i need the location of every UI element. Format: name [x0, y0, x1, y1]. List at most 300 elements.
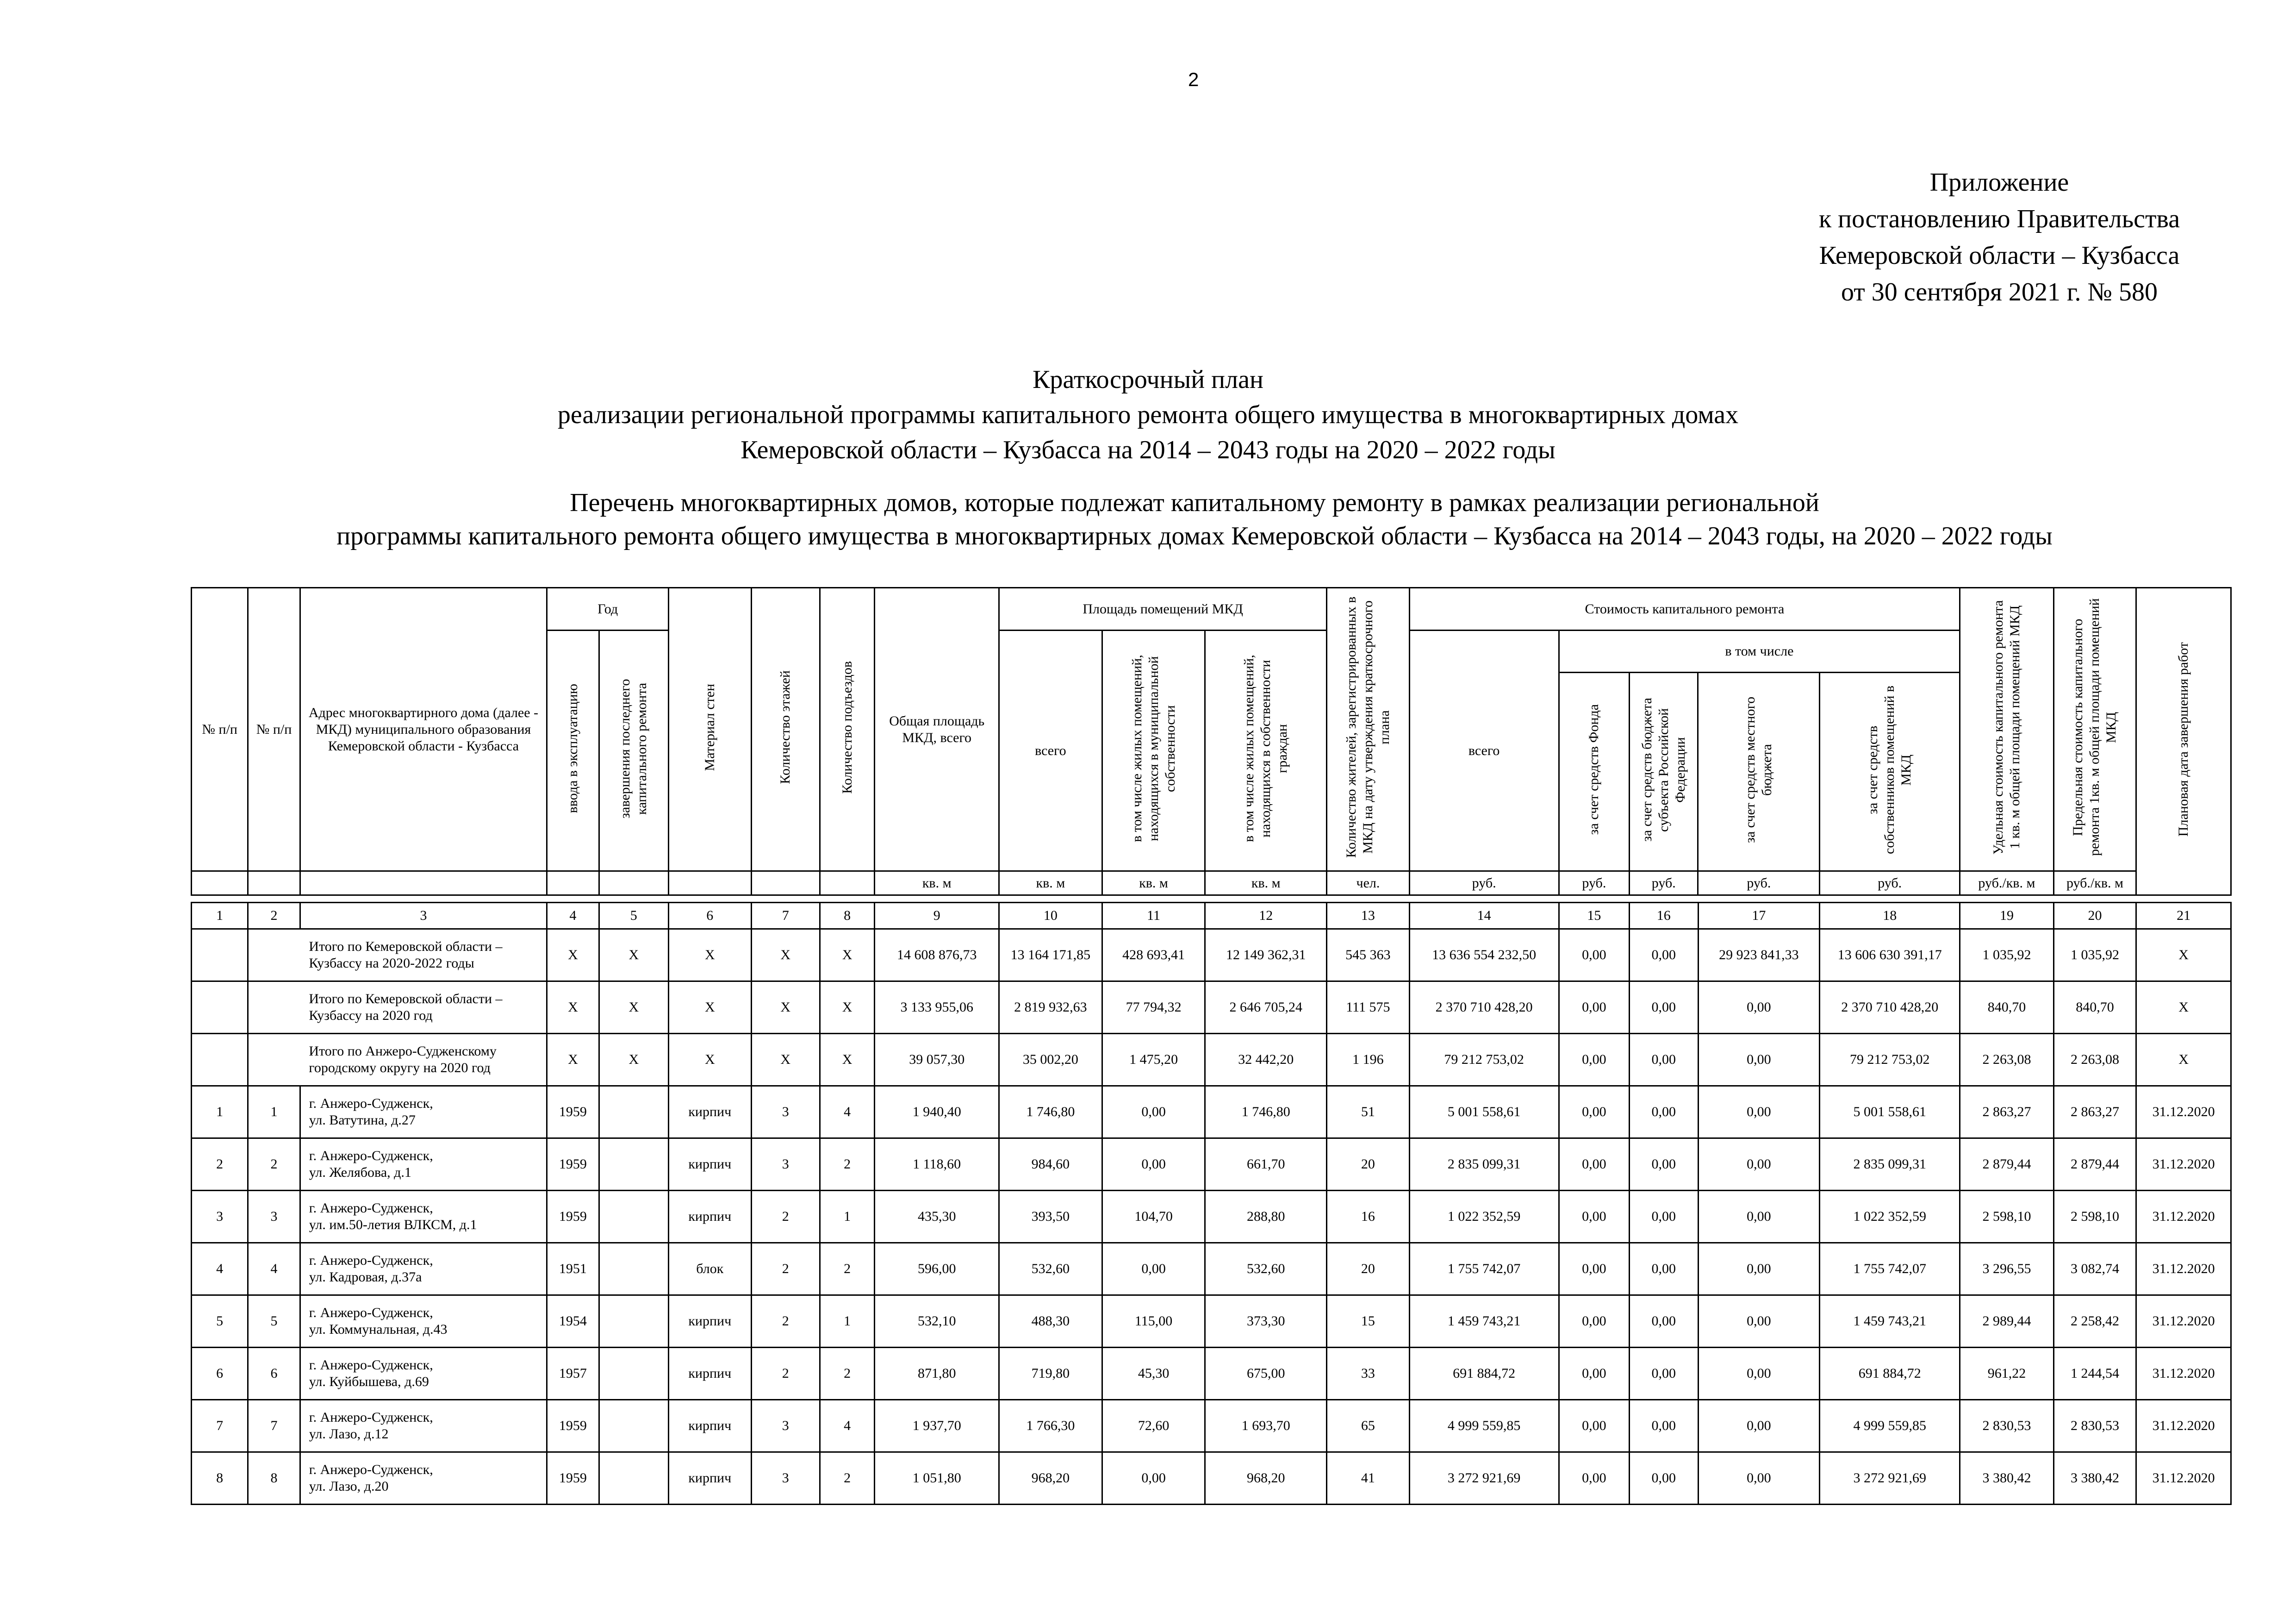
row-cell-c6: кирпич	[669, 1348, 752, 1400]
unit-15: руб.	[1559, 871, 1629, 895]
row-cell-c16: 0,00	[1630, 1191, 1698, 1243]
row-address-street: ул. Лазо, д.20	[309, 1479, 389, 1494]
row-cell-c19: 2 879,44	[1960, 1138, 2054, 1191]
row-cell-c10: 532,60	[999, 1243, 1102, 1295]
table-row	[192, 1191, 2231, 1243]
row-cell-c20: 1 244,54	[2053, 1348, 2136, 1400]
totals-cell-c7: X	[751, 929, 820, 981]
row-address-city: г. Анжеро-Судженск,	[309, 1462, 433, 1477]
row-cell-c8: 4	[820, 1086, 874, 1138]
totals-cell-c14: 13 636 554 232,50	[1409, 929, 1559, 981]
row-cell-c4: 1959	[547, 1191, 599, 1243]
column-number: 10	[999, 903, 1102, 929]
unit-blank-6	[669, 871, 752, 895]
unit-14: руб.	[1409, 871, 1559, 895]
totals-label: Итого по Анжеро-Судженскому городскому округу на 2020 год	[248, 1034, 547, 1086]
header-cost-group: Стоимость капитального ремонта	[1409, 588, 1960, 631]
row-address-city: г. Анжеро-Судженск,	[309, 1410, 433, 1425]
row-cell-c5	[599, 1348, 668, 1400]
row-cell-c21: 31.12.2020	[2136, 1452, 2231, 1505]
row-cell-c9: 1 937,70	[875, 1400, 999, 1452]
header-entrances-text: Количество подъездов	[839, 661, 855, 794]
row-cell-c10: 1 746,80	[999, 1086, 1102, 1138]
row-cell-c12: 373,30	[1205, 1295, 1327, 1348]
row-cell-c18: 3 272 921,69	[1820, 1452, 1960, 1505]
column-number: 12	[1205, 903, 1327, 929]
totals-cell-c18: 13 606 630 391,17	[1820, 929, 1960, 981]
row-cell-c11: 72,60	[1102, 1400, 1205, 1452]
row-cell-c7: 3	[751, 1086, 820, 1138]
totals-cell-c6: X	[669, 1034, 752, 1086]
row-cell-c10: 719,80	[999, 1348, 1102, 1400]
header-year-commission-text: ввода в эксплуатацию	[565, 684, 580, 813]
header-year: Год	[547, 588, 669, 631]
row-cell-c6: кирпич	[669, 1086, 752, 1138]
row-cell-c19: 2 830,53	[1960, 1400, 2054, 1452]
header-planned-date-text: Плановая дата завершения работ	[2176, 642, 2191, 837]
totals-row	[192, 981, 2231, 1034]
row-cell-c4: 1959	[547, 1400, 599, 1452]
row-cell-c14: 1 459 743,21	[1409, 1295, 1559, 1348]
unit-blank-5	[599, 871, 668, 895]
row-cell-c18: 1 755 742,07	[1820, 1243, 1960, 1295]
totals-cell-c11: 428 693,41	[1102, 929, 1205, 981]
header-year-last-repair-text: завершения последнего капитального ремонта	[617, 679, 650, 818]
unit-blank-3	[300, 871, 547, 895]
row-cell-c12: 1 693,70	[1205, 1400, 1327, 1452]
row-cell-c17: 0,00	[1698, 1138, 1820, 1191]
header-entrances	[820, 588, 874, 871]
row-cell-c9: 871,80	[875, 1348, 999, 1400]
totals-cell-c17: 0,00	[1698, 1034, 1820, 1086]
column-number: 15	[1559, 903, 1629, 929]
header-cost-region-text: за счет средств бюджета субъекта Российской Федерации	[1639, 698, 1688, 842]
row-cell-c18: 691 884,72	[1820, 1348, 1960, 1400]
row-cell-c14: 2 835 099,31	[1409, 1138, 1559, 1191]
unit-19: руб./кв. м	[1960, 871, 2054, 895]
row-number-2: 7	[248, 1400, 300, 1452]
row-cell-c5	[599, 1191, 668, 1243]
header-area-total: всего	[999, 631, 1102, 871]
column-number: 9	[875, 903, 999, 929]
row-cell-c18: 1 459 743,21	[1820, 1295, 1960, 1348]
row-cell-c11: 0,00	[1102, 1138, 1205, 1191]
column-number: 14	[1409, 903, 1559, 929]
row-cell-c21: 31.12.2020	[2136, 1086, 2231, 1138]
row-cell-c5	[599, 1295, 668, 1348]
row-cell-c6: кирпич	[669, 1138, 752, 1191]
row-number-2: 2	[248, 1138, 300, 1191]
table-row	[192, 1348, 2231, 1400]
row-cell-c14: 691 884,72	[1409, 1348, 1559, 1400]
row-cell-c9: 435,30	[875, 1191, 999, 1243]
totals-cell-c7: X	[751, 1034, 820, 1086]
header-limit-cost-text: Предельная стоимость капитального ремонта 1кв. м общей площади помещений МКД	[2070, 598, 2119, 856]
row-cell-c13: 20	[1327, 1243, 1410, 1295]
totals-cell-c5: X	[599, 929, 668, 981]
row-number-2: 1	[248, 1086, 300, 1138]
row-cell-c16: 0,00	[1630, 1086, 1698, 1138]
totals-cell-c16: 0,00	[1630, 1034, 1698, 1086]
header-cost-local	[1698, 673, 1820, 871]
row-cell-c20: 2 830,53	[2053, 1400, 2136, 1452]
row-cell-c15: 0,00	[1559, 1400, 1629, 1452]
row-address	[300, 1086, 547, 1138]
row-cell-c15: 0,00	[1559, 1191, 1629, 1243]
totals-cell-c9: 14 608 876,73	[875, 929, 999, 981]
row-cell-c8: 2	[820, 1138, 874, 1191]
unit-10: кв. м	[999, 871, 1102, 895]
row-cell-c21: 31.12.2020	[2136, 1191, 2231, 1243]
row-cell-c7: 3	[751, 1138, 820, 1191]
column-number: 3	[300, 903, 547, 929]
header-floors	[751, 588, 820, 871]
row-cell-c11: 0,00	[1102, 1086, 1205, 1138]
totals-cell-c16: 0,00	[1630, 929, 1698, 981]
row-cell-c20: 3 082,74	[2053, 1243, 2136, 1295]
row-cell-c10: 968,20	[999, 1452, 1102, 1505]
row-cell-c8: 2	[820, 1348, 874, 1400]
totals-cell-c6: X	[669, 929, 752, 981]
row-number: 7	[192, 1400, 248, 1452]
column-number: 17	[1698, 903, 1820, 929]
row-address-street: ул. Кадровая, д.37а	[309, 1269, 422, 1285]
row-cell-c7: 3	[751, 1400, 820, 1452]
totals-cell-c17: 0,00	[1698, 981, 1820, 1034]
totals-cell-c21: X	[2136, 929, 2231, 981]
header-cost-total: всего	[1409, 631, 1559, 871]
unit-13: чел.	[1327, 871, 1410, 895]
row-cell-c16: 0,00	[1630, 1295, 1698, 1348]
totals-cell-c13: 545 363	[1327, 929, 1410, 981]
row-address-city: г. Анжеро-Судженск,	[309, 1096, 433, 1111]
totals-cell-c18: 79 212 753,02	[1820, 1034, 1960, 1086]
totals-cell-c5: X	[599, 1034, 668, 1086]
header-limit-cost	[2053, 588, 2136, 871]
row-cell-c17: 0,00	[1698, 1348, 1820, 1400]
totals-cell-c9: 39 057,30	[875, 1034, 999, 1086]
totals-cell-c8: X	[820, 1034, 874, 1086]
row-cell-c12: 661,70	[1205, 1138, 1327, 1191]
row-cell-c7: 2	[751, 1243, 820, 1295]
row-cell-c4: 1959	[547, 1452, 599, 1505]
unit-16: руб.	[1630, 871, 1698, 895]
row-cell-c6: кирпич	[669, 1295, 752, 1348]
row-number: 6	[192, 1348, 248, 1400]
column-number: 19	[1960, 903, 2054, 929]
unit-blank-1	[192, 871, 248, 895]
totals-cell-c12: 12 149 362,31	[1205, 929, 1327, 981]
column-number: 7	[751, 903, 820, 929]
column-number-row	[192, 903, 2231, 929]
column-number: 13	[1327, 903, 1410, 929]
row-address-street: ул. Лазо, д.12	[309, 1426, 389, 1442]
row-cell-c6: кирпич	[669, 1452, 752, 1505]
row-cell-c5	[599, 1243, 668, 1295]
row-cell-c5	[599, 1138, 668, 1191]
table-row	[192, 1295, 2231, 1348]
totals-cell-c16: 0,00	[1630, 981, 1698, 1034]
row-cell-c15: 0,00	[1559, 1138, 1629, 1191]
totals-cell-c9: 3 133 955,06	[875, 981, 999, 1034]
row-cell-c8: 2	[820, 1452, 874, 1505]
row-cell-c13: 33	[1327, 1348, 1410, 1400]
row-cell-c9: 1 051,80	[875, 1452, 999, 1505]
header-cost-fund	[1559, 673, 1629, 871]
row-cell-c16: 0,00	[1630, 1138, 1698, 1191]
row-cell-c12: 1 746,80	[1205, 1086, 1327, 1138]
row-cell-c7: 2	[751, 1191, 820, 1243]
row-address	[300, 1348, 547, 1400]
row-cell-c7: 2	[751, 1295, 820, 1348]
list-title	[259, 486, 2130, 553]
row-address	[300, 1295, 547, 1348]
row-cell-c18: 1 022 352,59	[1820, 1191, 1960, 1243]
row-cell-c20: 2 863,27	[2053, 1086, 2136, 1138]
title-line-1: Краткосрочный план	[1033, 365, 1263, 394]
totals-cell-c20: 840,70	[2053, 981, 2136, 1034]
header-year-commission	[547, 631, 599, 871]
header-cost-local-text: за счет средств местного бюджета	[1742, 696, 1775, 843]
totals-cell-c4: X	[547, 1034, 599, 1086]
row-cell-c6: блок	[669, 1243, 752, 1295]
totals-cell-c8: X	[820, 981, 874, 1034]
row-cell-c21: 31.12.2020	[2136, 1400, 2231, 1452]
row-cell-c15: 0,00	[1559, 1348, 1629, 1400]
unit-blank-2	[248, 871, 300, 895]
table-row	[192, 1400, 2231, 1452]
totals-cell-c19: 840,70	[1960, 981, 2054, 1034]
title-line-2: реализации региональной программы капитального ремонта общего имущества в многоквартирных домах	[557, 400, 1739, 429]
totals-cell-c10: 2 819 932,63	[999, 981, 1102, 1034]
row-number-2: 5	[248, 1295, 300, 1348]
row-address-city: г. Анжеро-Судженск,	[309, 1253, 433, 1268]
totals-cell-c20: 2 263,08	[2053, 1034, 2136, 1086]
row-cell-c19: 2 863,27	[1960, 1086, 2054, 1138]
row-cell-c13: 41	[1327, 1452, 1410, 1505]
row-cell-c20: 2 258,42	[2053, 1295, 2136, 1348]
totals-cell-c13: 1 196	[1327, 1034, 1410, 1086]
row-cell-c9: 1 940,40	[875, 1086, 999, 1138]
row-cell-c13: 15	[1327, 1295, 1410, 1348]
row-address	[300, 1243, 547, 1295]
row-cell-c20: 3 380,42	[2053, 1452, 2136, 1505]
unit-11: кв. м	[1102, 871, 1205, 895]
row-number-2: 3	[248, 1191, 300, 1243]
header-residents	[1327, 588, 1410, 871]
totals-label: Итого по Кемеровской области – Кузбассу на 2020 год	[248, 981, 547, 1034]
unit-blank-4	[547, 871, 599, 895]
row-cell-c13: 51	[1327, 1086, 1410, 1138]
header-cost-owners-text: за счет средств собственников помещений в МКД	[1865, 685, 1914, 854]
totals-blank-cell	[192, 929, 248, 981]
row-number: 3	[192, 1191, 248, 1243]
row-cell-c9: 596,00	[875, 1243, 999, 1295]
totals-blank-cell	[192, 981, 248, 1034]
row-address	[300, 1138, 547, 1191]
totals-cell-c21: X	[2136, 981, 2231, 1034]
row-cell-c21: 31.12.2020	[2136, 1138, 2231, 1191]
row-cell-c17: 0,00	[1698, 1400, 1820, 1452]
totals-cell-c15: 0,00	[1559, 929, 1629, 981]
row-number: 5	[192, 1295, 248, 1348]
header-cost-incl: в том числе	[1559, 631, 1960, 673]
row-number: 8	[192, 1452, 248, 1505]
row-cell-c16: 0,00	[1630, 1452, 1698, 1505]
header-cost-fund-text: за счет средств Фонда	[1586, 704, 1602, 835]
row-cell-c8: 1	[820, 1295, 874, 1348]
row-cell-c4: 1954	[547, 1295, 599, 1348]
column-number: 16	[1630, 903, 1698, 929]
row-cell-c16: 0,00	[1630, 1243, 1698, 1295]
row-cell-c16: 0,00	[1630, 1400, 1698, 1452]
row-cell-c8: 1	[820, 1191, 874, 1243]
row-cell-c16: 0,00	[1630, 1348, 1698, 1400]
totals-cell-c7: X	[751, 981, 820, 1034]
list-title-line-2: программы капитального ремонта общего имущества в многоквартирных домах Кемеровской области – Кузбасса на 2014 – 2043 годы, на 2020 – 2022 годы	[336, 522, 2053, 550]
totals-cell-c12: 2 646 705,24	[1205, 981, 1327, 1034]
row-cell-c14: 5 001 558,61	[1409, 1086, 1559, 1138]
row-cell-c20: 2 598,10	[2053, 1191, 2136, 1243]
row-cell-c12: 968,20	[1205, 1452, 1327, 1505]
table-row	[192, 1243, 2231, 1295]
row-cell-c14: 1 022 352,59	[1409, 1191, 1559, 1243]
row-cell-c21: 31.12.2020	[2136, 1348, 2231, 1400]
row-address-city: г. Анжеро-Судженск,	[309, 1305, 433, 1320]
row-cell-c5	[599, 1086, 668, 1138]
row-cell-c19: 3 380,42	[1960, 1452, 2054, 1505]
row-cell-c5	[599, 1452, 668, 1505]
row-cell-c11: 104,70	[1102, 1191, 1205, 1243]
row-number-2: 6	[248, 1348, 300, 1400]
row-cell-c15: 0,00	[1559, 1086, 1629, 1138]
header-cost-region	[1630, 673, 1698, 871]
header-year-last-repair	[599, 631, 668, 871]
totals-cell-c10: 35 002,20	[999, 1034, 1102, 1086]
table-header	[191, 587, 2232, 896]
row-number: 2	[192, 1138, 248, 1191]
totals-cell-c11: 1 475,20	[1102, 1034, 1205, 1086]
appendix-line-3: Кемеровской области – Кузбасса	[1819, 241, 2180, 270]
row-cell-c11: 45,30	[1102, 1348, 1205, 1400]
totals-blank-cell	[192, 1034, 248, 1086]
totals-row	[192, 1034, 2231, 1086]
row-cell-c11: 0,00	[1102, 1243, 1205, 1295]
row-cell-c9: 532,10	[875, 1295, 999, 1348]
totals-cell-c19: 2 263,08	[1960, 1034, 2054, 1086]
totals-cell-c17: 29 923 841,33	[1698, 929, 1820, 981]
row-cell-c17: 0,00	[1698, 1086, 1820, 1138]
unit-blank-8	[820, 871, 874, 895]
row-cell-c4: 1957	[547, 1348, 599, 1400]
unit-blank-7	[751, 871, 820, 895]
row-cell-c12: 675,00	[1205, 1348, 1327, 1400]
row-cell-c15: 0,00	[1559, 1452, 1629, 1505]
header-num-pp: № п/п	[192, 588, 248, 871]
totals-cell-c13: 111 575	[1327, 981, 1410, 1034]
row-cell-c7: 2	[751, 1348, 820, 1400]
header-planned-date	[2136, 588, 2231, 895]
row-cell-c10: 1 766,30	[999, 1400, 1102, 1452]
row-cell-c18: 4 999 559,85	[1820, 1400, 1960, 1452]
document-title	[0, 362, 2296, 468]
appendix-block	[1773, 164, 2226, 311]
row-cell-c4: 1959	[547, 1138, 599, 1191]
table-row	[192, 1086, 2231, 1138]
row-cell-c19: 2 598,10	[1960, 1191, 2054, 1243]
row-cell-c19: 3 296,55	[1960, 1243, 2054, 1295]
row-address-city: г. Анжеро-Судженск,	[309, 1148, 433, 1163]
totals-cell-c21: X	[2136, 1034, 2231, 1086]
row-address-street: ул. Ватутина, д.27	[309, 1112, 416, 1128]
totals-cell-c20: 1 035,92	[2053, 929, 2136, 981]
column-number: 18	[1820, 903, 1960, 929]
totals-cell-c11: 77 794,32	[1102, 981, 1205, 1034]
column-number: 8	[820, 903, 874, 929]
column-number: 20	[2053, 903, 2136, 929]
totals-cell-c6: X	[669, 981, 752, 1034]
row-cell-c20: 2 879,44	[2053, 1138, 2136, 1191]
row-cell-c17: 0,00	[1698, 1243, 1820, 1295]
totals-row	[192, 929, 2231, 981]
column-number: 2	[248, 903, 300, 929]
row-cell-c10: 984,60	[999, 1138, 1102, 1191]
row-cell-c4: 1951	[547, 1243, 599, 1295]
row-cell-c6: кирпич	[669, 1400, 752, 1452]
row-cell-c13: 20	[1327, 1138, 1410, 1191]
row-cell-c15: 0,00	[1559, 1295, 1629, 1348]
row-cell-c14: 1 755 742,07	[1409, 1243, 1559, 1295]
totals-cell-c15: 0,00	[1559, 1034, 1629, 1086]
column-number: 5	[599, 903, 668, 929]
header-total-area: Общая площадь МКД, всего	[875, 588, 999, 871]
unit-18: руб.	[1820, 871, 1960, 895]
row-cell-c11: 115,00	[1102, 1295, 1205, 1348]
totals-cell-c14: 79 212 753,02	[1409, 1034, 1559, 1086]
row-cell-c18: 2 835 099,31	[1820, 1138, 1960, 1191]
appendix-line-1: Приложение	[1929, 168, 2069, 197]
appendix-line-2: к постановлению Правительства	[1818, 205, 2180, 233]
totals-cell-c19: 1 035,92	[1960, 929, 2054, 981]
column-number: 6	[669, 903, 752, 929]
row-cell-c6: кирпич	[669, 1191, 752, 1243]
row-cell-c8: 4	[820, 1400, 874, 1452]
column-number: 4	[547, 903, 599, 929]
column-number: 11	[1102, 903, 1205, 929]
totals-cell-c12: 32 442,20	[1205, 1034, 1327, 1086]
header-address: Адрес многоквартирного дома (далее - МКД) муниципального образования Кемеровской области - Кузбасса	[300, 588, 547, 871]
row-cell-c18: 5 001 558,61	[1820, 1086, 1960, 1138]
header-cost-owners	[1820, 673, 1960, 871]
header-floors-text: Количество этажей	[778, 670, 793, 784]
row-cell-c8: 2	[820, 1243, 874, 1295]
row-cell-c12: 532,60	[1205, 1243, 1327, 1295]
unit-12: кв. м	[1205, 871, 1327, 895]
row-address-street: ул. Желябова, д.1	[309, 1165, 411, 1180]
header-num-pp-2: № п/п	[248, 588, 300, 871]
unit-9: кв. м	[875, 871, 999, 895]
header-wall-material-text: Материал стен	[702, 683, 717, 771]
unit-17: руб.	[1698, 871, 1820, 895]
totals-cell-c10: 13 164 171,85	[999, 929, 1102, 981]
table-row	[192, 1138, 2231, 1191]
totals-cell-c18: 2 370 710 428,20	[1820, 981, 1960, 1034]
totals-cell-c14: 2 370 710 428,20	[1409, 981, 1559, 1034]
row-address	[300, 1452, 547, 1505]
row-cell-c21: 31.12.2020	[2136, 1295, 2231, 1348]
row-address	[300, 1191, 547, 1243]
row-address	[300, 1400, 547, 1452]
